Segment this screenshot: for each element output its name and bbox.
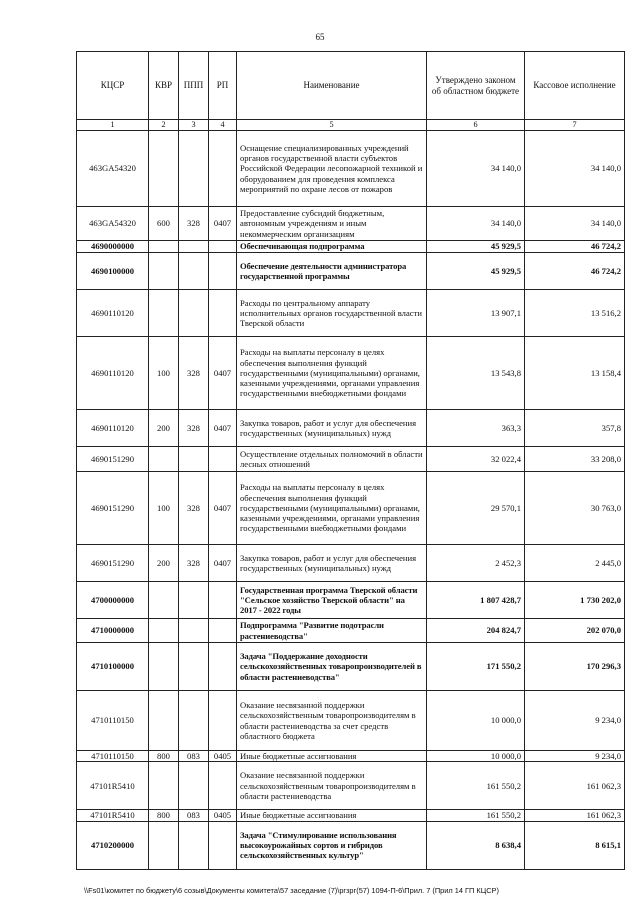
approved-amount: 10 000,0 — [427, 691, 525, 751]
kcsr-cell: 4690000000 — [77, 241, 149, 253]
kcsr-cell: 4710110150 — [77, 751, 149, 762]
kvr-cell: 200 — [149, 545, 179, 582]
rp-cell — [209, 619, 237, 643]
table-row — [77, 582, 625, 619]
table-row — [77, 337, 625, 410]
rp-cell — [209, 241, 237, 253]
ppp-cell — [179, 131, 209, 207]
name-cell: Обеспечивающая подпрограмма — [237, 241, 427, 253]
approved-amount: 34 140,0 — [427, 131, 525, 207]
kcsr-cell: 4690151290 — [77, 472, 149, 545]
name-cell: Подпрограмма "Развитие подотрасли растениеводства" — [237, 619, 427, 643]
kvr-cell — [149, 582, 179, 619]
kvr-cell — [149, 762, 179, 810]
name-cell: Расходы на выплаты персоналу в целях обеспечения выполнения функций государственными (муниципальными) органами, казенными учреждениями, органами управления государственными внебюджетными фондами — [237, 472, 427, 545]
rp-cell: 0407 — [209, 337, 237, 410]
ppp-cell — [179, 762, 209, 810]
executed-amount: 34 140,0 — [525, 207, 625, 241]
name-cell: Расходы по центральному аппарату исполнительных органов государственной власти Тверской области — [237, 290, 427, 337]
column-index: 3 — [179, 120, 209, 131]
rp-cell: 0407 — [209, 410, 237, 447]
rp-cell: 0407 — [209, 207, 237, 241]
kvr-cell: 800 — [149, 810, 179, 821]
kvr-cell — [149, 691, 179, 751]
name-cell: Оснащение специализированных учреждений органов государственной власти субъектов Российской Федерации лесопожарной техникой и оборудованием для проведения комплекса мероприятий по охране лесов от пожаров — [237, 131, 427, 207]
header-kcsr: КЦСР — [77, 52, 149, 120]
executed-amount: 13 516,2 — [525, 290, 625, 337]
rp-cell: 0407 — [209, 472, 237, 545]
kcsr-cell: 4690100000 — [77, 253, 149, 290]
kcsr-cell: 4690151290 — [77, 447, 149, 472]
approved-amount: 161 550,2 — [427, 762, 525, 810]
kvr-cell: 100 — [149, 472, 179, 545]
column-index: 6 — [427, 120, 525, 131]
header-ppp: ППП — [179, 52, 209, 120]
executed-amount: 161 062,3 — [525, 810, 625, 821]
ppp-cell — [179, 643, 209, 691]
table-row — [77, 762, 625, 810]
ppp-cell — [179, 253, 209, 290]
kcsr-cell: 463GA54320 — [77, 131, 149, 207]
executed-amount: 161 062,3 — [525, 762, 625, 810]
column-index: 7 — [525, 120, 625, 131]
rp-cell — [209, 447, 237, 472]
executed-amount: 34 140,0 — [525, 131, 625, 207]
approved-amount: 10 000,0 — [427, 751, 525, 762]
table-row — [77, 643, 625, 691]
name-cell: Иные бюджетные ассигнования — [237, 810, 427, 821]
name-cell: Иные бюджетные ассигнования — [237, 751, 427, 762]
ppp-cell — [179, 821, 209, 869]
table-row — [77, 691, 625, 751]
table-row — [77, 131, 625, 207]
table-row — [77, 472, 625, 545]
rp-cell: 0405 — [209, 810, 237, 821]
executed-amount: 2 445,0 — [525, 545, 625, 582]
approved-amount: 2 452,3 — [427, 545, 525, 582]
name-cell: Оказание несвязанной поддержки сельскохозяйственным товаропроизводителям в области растениеводства — [237, 762, 427, 810]
name-cell: Государственная программа Тверской области "Сельское хозяйство Тверской области" на 2017 - 2022 годы — [237, 582, 427, 619]
approved-amount: 13 907,1 — [427, 290, 525, 337]
table-row — [77, 207, 625, 241]
rp-cell — [209, 582, 237, 619]
table-row — [77, 751, 625, 762]
ppp-cell: 328 — [179, 410, 209, 447]
budget-table — [76, 51, 625, 870]
rp-cell — [209, 643, 237, 691]
header-name: Наименование — [237, 52, 427, 120]
name-cell: Оказание несвязанной поддержки сельскохозяйственным товаропроизводителям в области растениеводства за счет средств областного бюджета — [237, 691, 427, 751]
kvr-cell — [149, 643, 179, 691]
kvr-cell: 100 — [149, 337, 179, 410]
header-rp: РП — [209, 52, 237, 120]
header-approved: Утверждено законом об областном бюджете — [427, 52, 525, 120]
name-cell: Расходы на выплаты персоналу в целях обеспечения выполнения функций государственными (муниципальными) органами, казенными учреждениями, органами управления государственными внебюджетными фондами — [237, 337, 427, 410]
rp-cell: 0407 — [209, 545, 237, 582]
executed-amount: 13 158,4 — [525, 337, 625, 410]
executed-amount: 8 615,1 — [525, 821, 625, 869]
kvr-cell: 800 — [149, 751, 179, 762]
header-row — [77, 52, 625, 120]
rp-cell — [209, 691, 237, 751]
executed-amount: 33 208,0 — [525, 447, 625, 472]
ppp-cell — [179, 290, 209, 337]
ppp-cell: 328 — [179, 545, 209, 582]
approved-amount: 171 550,2 — [427, 643, 525, 691]
file-path-footer: \\Fs01\комитет по бюджету\6 созыв\Документы комитета\57 заседание (7)\ргзрг(57) 1094-П-6\Прил. 7 (Прил 14 ГП КЦСР) — [84, 886, 499, 895]
executed-amount: 9 234,0 — [525, 691, 625, 751]
header-executed: Кассовое исполнение — [525, 52, 625, 120]
kvr-cell — [149, 131, 179, 207]
name-cell: Обеспечение деятельности администратора государственной программы — [237, 253, 427, 290]
approved-amount: 34 140,0 — [427, 207, 525, 241]
executed-amount: 170 296,3 — [525, 643, 625, 691]
kcsr-cell: 4690110120 — [77, 337, 149, 410]
column-index: 1 — [77, 120, 149, 131]
executed-amount: 46 724,2 — [525, 253, 625, 290]
kcsr-cell: 4710000000 — [77, 619, 149, 643]
column-index: 2 — [149, 120, 179, 131]
column-index: 4 — [209, 120, 237, 131]
approved-amount: 1 807 428,7 — [427, 582, 525, 619]
approved-amount: 45 929,5 — [427, 241, 525, 253]
table-row — [77, 810, 625, 821]
name-cell: Закупка товаров, работ и услуг для обеспечения государственных (муниципальных) нужд — [237, 410, 427, 447]
ppp-cell: 328 — [179, 337, 209, 410]
table-row — [77, 545, 625, 582]
approved-amount: 363,3 — [427, 410, 525, 447]
rp-cell — [209, 762, 237, 810]
kcsr-cell: 4690110120 — [77, 410, 149, 447]
executed-amount: 357,8 — [525, 410, 625, 447]
ppp-cell — [179, 619, 209, 643]
rp-cell — [209, 131, 237, 207]
ppp-cell: 083 — [179, 751, 209, 762]
kvr-cell — [149, 241, 179, 253]
kvr-cell — [149, 619, 179, 643]
executed-amount: 46 724,2 — [525, 241, 625, 253]
approved-amount: 13 543,8 — [427, 337, 525, 410]
approved-amount: 29 570,1 — [427, 472, 525, 545]
table-row — [77, 410, 625, 447]
table-row — [77, 241, 625, 253]
name-cell: Предоставление субсидий бюджетным, автономным учреждениям и иным некоммерческим организациям — [237, 207, 427, 241]
table-body — [77, 131, 625, 870]
table-row — [77, 253, 625, 290]
kvr-cell: 600 — [149, 207, 179, 241]
ppp-cell — [179, 582, 209, 619]
approved-amount: 204 824,7 — [427, 619, 525, 643]
approved-amount: 161 550,2 — [427, 810, 525, 821]
name-cell: Осуществление отдельных полномочий в области лесных отношений — [237, 447, 427, 472]
kvr-cell: 200 — [149, 410, 179, 447]
kvr-cell — [149, 447, 179, 472]
ppp-cell: 328 — [179, 472, 209, 545]
column-index-row — [77, 120, 625, 131]
header-kvr: КВР — [149, 52, 179, 120]
table-row — [77, 447, 625, 472]
kcsr-cell: 4710100000 — [77, 643, 149, 691]
kcsr-cell: 47101R5410 — [77, 762, 149, 810]
table-row — [77, 290, 625, 337]
kvr-cell — [149, 290, 179, 337]
kcsr-cell: 4700000000 — [77, 582, 149, 619]
kcsr-cell: 4710200000 — [77, 821, 149, 869]
executed-amount: 9 234,0 — [525, 751, 625, 762]
ppp-cell — [179, 691, 209, 751]
kvr-cell — [149, 253, 179, 290]
kcsr-cell: 47101R5410 — [77, 810, 149, 821]
rp-cell — [209, 290, 237, 337]
ppp-cell: 083 — [179, 810, 209, 821]
table-row — [77, 619, 625, 643]
name-cell: Закупка товаров, работ и услуг для обеспечения государственных (муниципальных) нужд — [237, 545, 427, 582]
ppp-cell — [179, 241, 209, 253]
rp-cell — [209, 253, 237, 290]
ppp-cell — [179, 447, 209, 472]
column-index: 5 — [237, 120, 427, 131]
kcsr-cell: 4690110120 — [77, 290, 149, 337]
executed-amount: 1 730 202,0 — [525, 582, 625, 619]
executed-amount: 30 763,0 — [525, 472, 625, 545]
executed-amount: 202 070,0 — [525, 619, 625, 643]
name-cell: Задача "Поддержание доходности сельскохозяйственных товаропроизводителей в области растениеводства" — [237, 643, 427, 691]
kcsr-cell: 4690151290 — [77, 545, 149, 582]
kcsr-cell: 4710110150 — [77, 691, 149, 751]
approved-amount: 32 022,4 — [427, 447, 525, 472]
table-row — [77, 821, 625, 869]
rp-cell: 0405 — [209, 751, 237, 762]
ppp-cell: 328 — [179, 207, 209, 241]
approved-amount: 8 638,4 — [427, 821, 525, 869]
name-cell: Задача "Стимулирование использования высокоурожайных сортов и гибридов сельскохозяйственных культур" — [237, 821, 427, 869]
rp-cell — [209, 821, 237, 869]
page-number: 65 — [315, 32, 325, 42]
approved-amount: 45 929,5 — [427, 253, 525, 290]
kvr-cell — [149, 821, 179, 869]
kcsr-cell: 463GA54320 — [77, 207, 149, 241]
